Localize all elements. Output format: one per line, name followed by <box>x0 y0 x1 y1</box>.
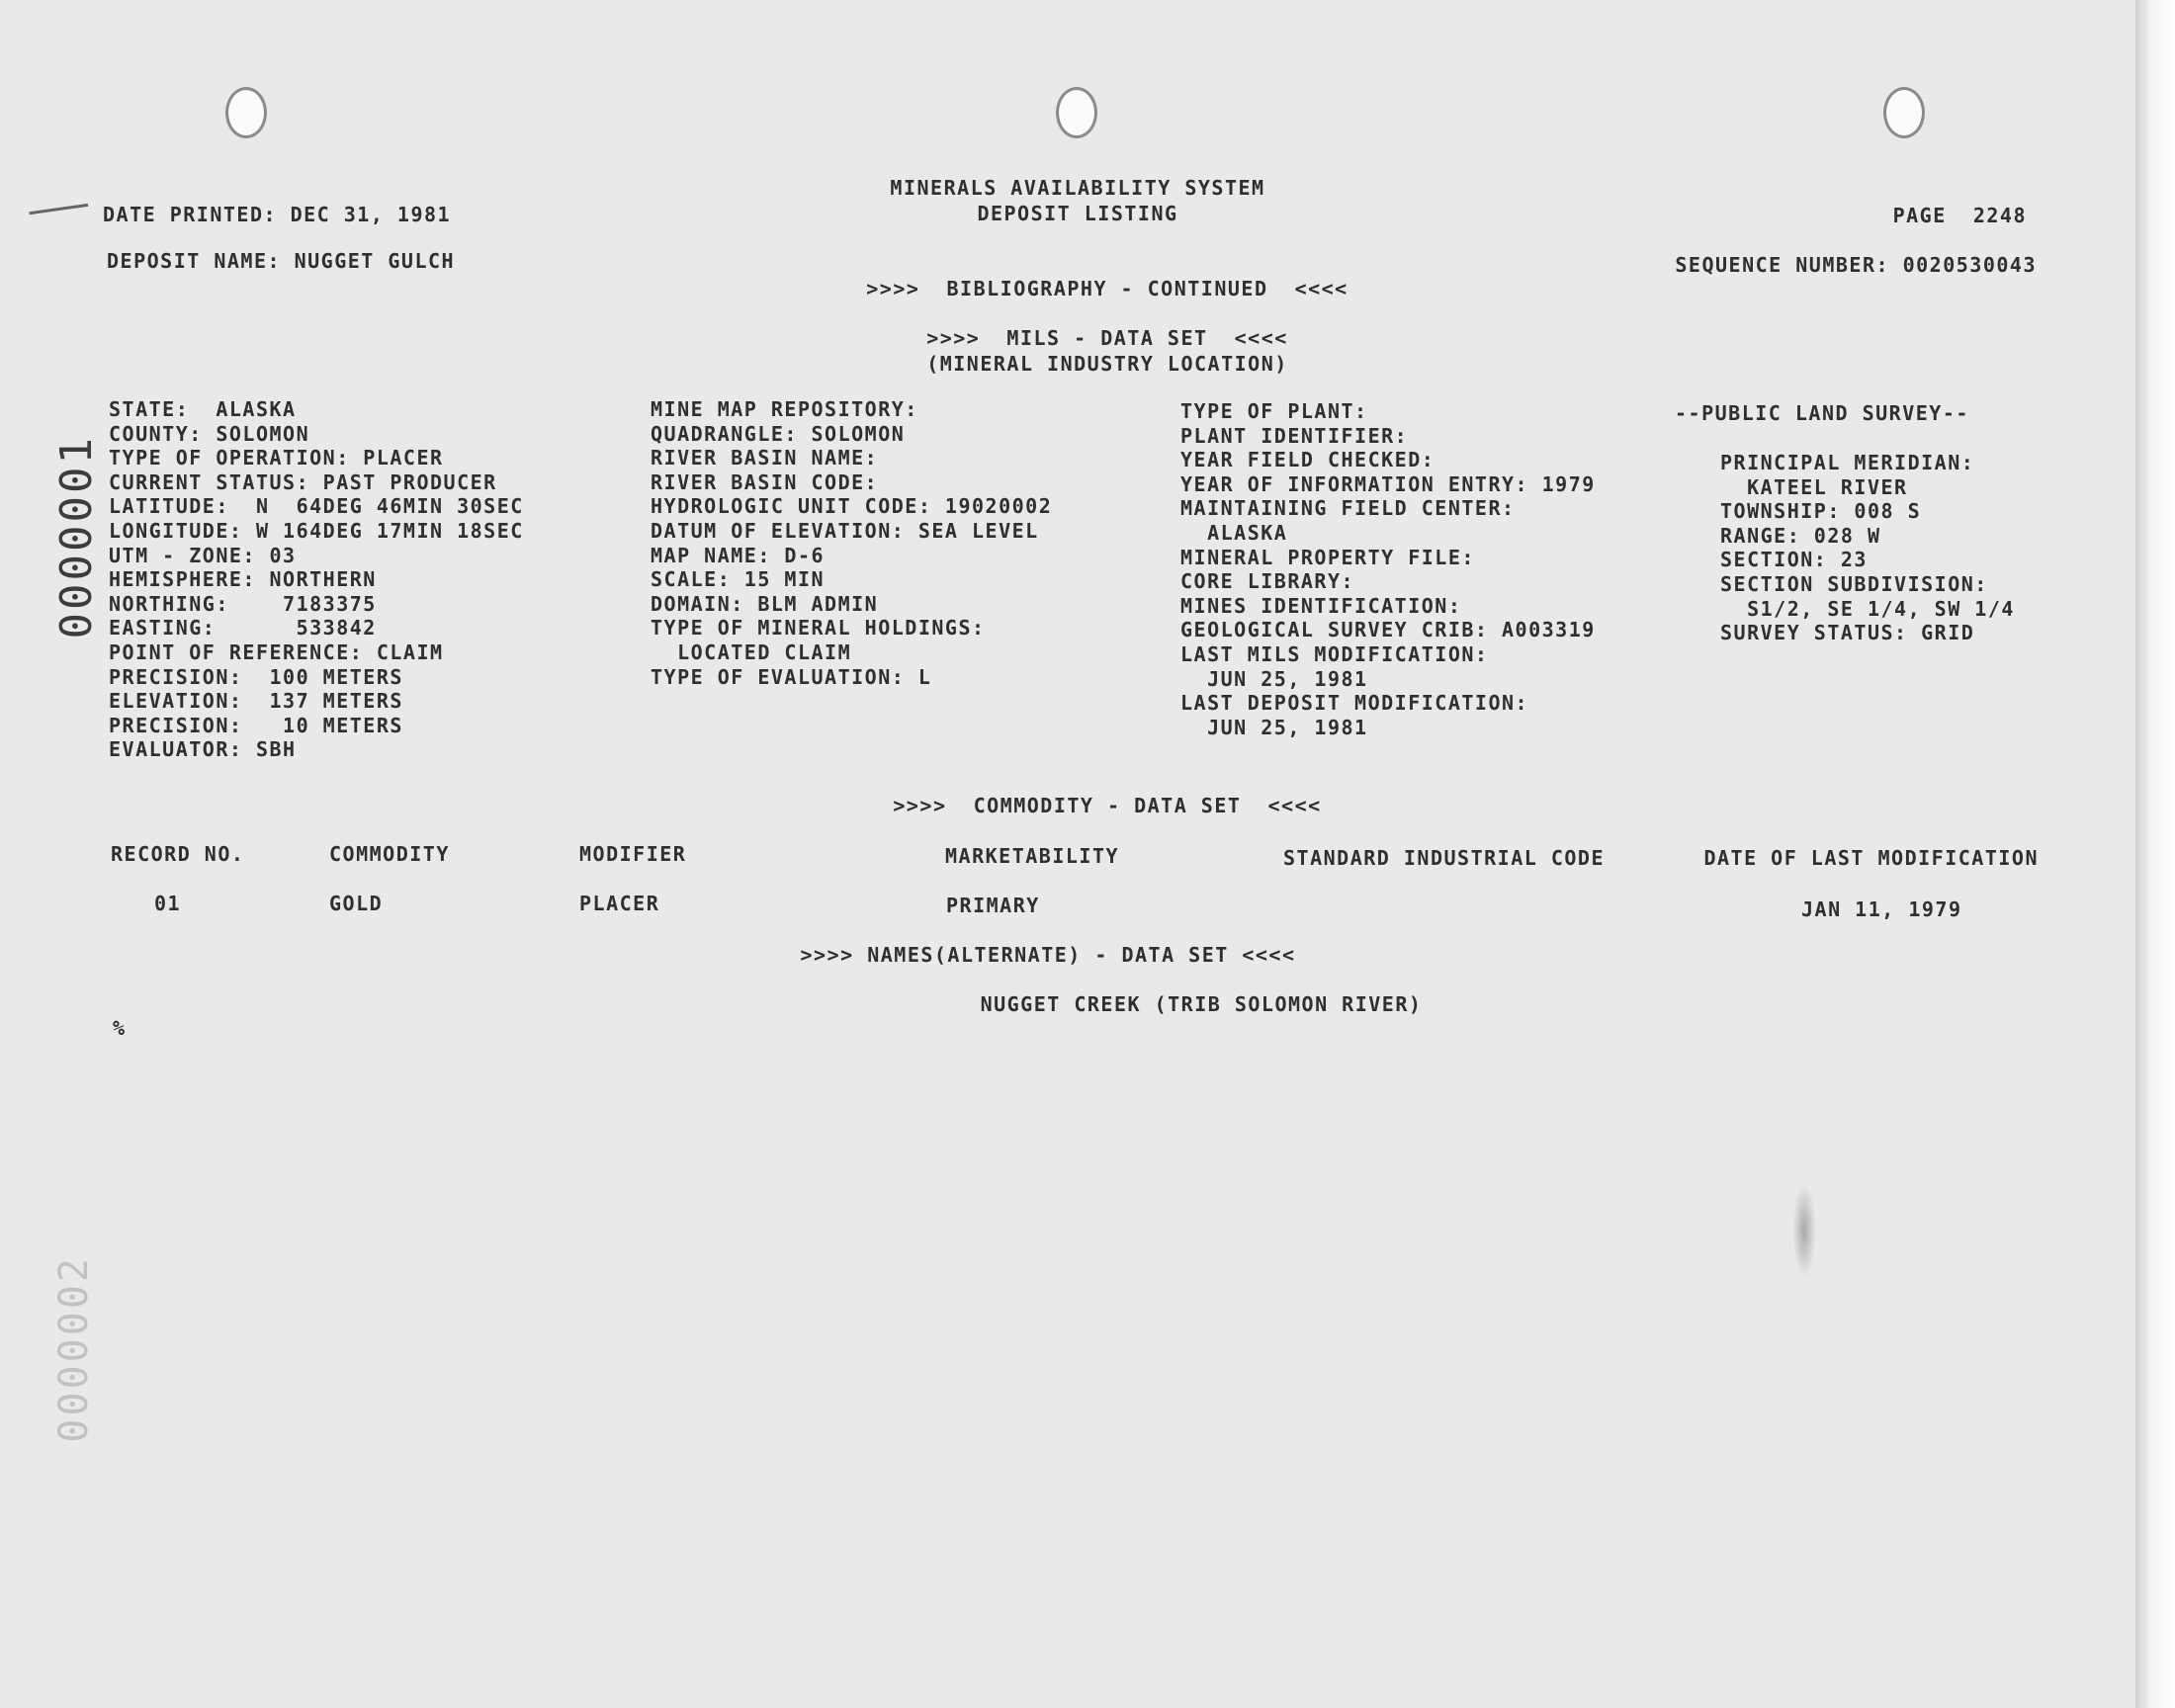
field-line: SURVEY STATUS: GRID <box>1720 621 1975 645</box>
field-line: ALASKA <box>1180 520 1288 545</box>
field-line: TOWNSHIP: 008 S <box>1720 499 1922 524</box>
listing-title: DEPOSIT LISTING <box>977 202 1178 225</box>
public-land-survey <box>1720 451 2015 645</box>
field-line: PLANT IDENTIFIER: <box>1180 423 1409 448</box>
field-line: NORTHING: 7183375 <box>109 591 377 616</box>
ink-smudge <box>1793 1186 1815 1275</box>
field-line: CURRENT STATUS: PAST PRODUCER <box>109 470 497 494</box>
field-line: RIVER BASIN CODE: <box>651 470 879 494</box>
field-line: PRINCIPAL MERIDIAN: <box>1720 451 1975 474</box>
col-header-last-modification: DATE OF LAST MODIFICATION <box>1703 846 2039 870</box>
field-line: KATEEL RIVER <box>1720 474 1908 499</box>
field-line: TYPE OF PLANT: <box>1180 399 1368 423</box>
field-line: GEOLOGICAL SURVEY CRIB: A003319 <box>1180 618 1596 642</box>
punch-hole-center <box>1056 87 1097 138</box>
field-line: CORE LIBRARY: <box>1180 569 1355 594</box>
field-line: RIVER BASIN NAME: <box>651 446 879 470</box>
mils-column-location <box>109 397 524 762</box>
page-number: PAGE 2248 <box>1892 204 2027 227</box>
field-line: SECTION: 23 <box>1720 548 1868 572</box>
field-line: EASTING: 533842 <box>109 616 377 640</box>
punch-hole-left <box>225 87 267 138</box>
col-header-modifier: MODIFIER <box>579 842 687 866</box>
field-line: YEAR OF INFORMATION ENTRY: 1979 <box>1180 471 1596 496</box>
page-edge <box>2135 0 2175 1708</box>
field-line: LAST DEPOSIT MODIFICATION: <box>1180 691 1529 716</box>
field-line: S1/2, SE 1/4, SW 1/4 <box>1720 596 2015 621</box>
cell-record-no: 01 <box>154 892 182 915</box>
field-line: LATITUDE: N 64DEG 46MIN 30SEC <box>109 494 524 519</box>
mils-subheading: (MINERAL INDUSTRY LOCATION) <box>926 352 1288 376</box>
system-title: MINERALS AVAILABILITY SYSTEM <box>890 176 1265 200</box>
date-printed: DATE PRINTED: DEC 31, 1981 <box>103 203 452 226</box>
col-header-marketability: MARKETABILITY <box>945 844 1120 868</box>
field-line: MAINTAINING FIELD CENTER: <box>1180 496 1516 521</box>
cell-last-modification: JAN 11, 1979 <box>1801 897 1962 921</box>
mils-heading: >>>> MILS - DATA SET <<<< <box>926 326 1288 350</box>
field-line: TYPE OF MINERAL HOLDINGS: <box>651 616 986 640</box>
col-header-commodity: COMMODITY <box>329 842 450 866</box>
field-line: LAST MILS MODIFICATION: <box>1180 641 1489 666</box>
names-heading: >>>> NAMES(ALTERNATE) - DATA SET <<<< <box>800 943 1296 967</box>
deposit-name: DEPOSIT NAME: NUGGET GULCH <box>107 249 456 273</box>
field-line: POINT OF REFERENCE: CLAIM <box>109 640 444 664</box>
frame-stamp-top: 0000001 <box>51 435 102 640</box>
col-header-record-no: RECORD NO. <box>111 842 245 866</box>
field-line: MINES IDENTIFICATION: <box>1180 593 1462 618</box>
field-line: MINERAL PROPERTY FILE: <box>1180 545 1475 569</box>
field-line: SECTION SUBDIVISION: <box>1720 571 1988 596</box>
cell-commodity: GOLD <box>329 892 384 915</box>
field-line: TYPE OF EVALUATION: L <box>651 664 932 689</box>
commodity-heading: >>>> COMMODITY - DATA SET <<<< <box>893 794 1322 817</box>
cell-marketability: PRIMARY <box>946 894 1040 917</box>
field-line: LONGITUDE: W 164DEG 17MIN 18SEC <box>109 518 524 543</box>
field-line: LOCATED CLAIM <box>651 640 852 664</box>
field-line: QUADRANGLE: SOLOMON <box>651 421 906 446</box>
field-line: SCALE: 15 MIN <box>651 567 826 592</box>
field-line: JUN 25, 1981 <box>1180 715 1368 739</box>
field-line: YEAR FIELD CHECKED: <box>1180 448 1436 472</box>
field-line: MINE MAP REPOSITORY: <box>651 397 918 421</box>
field-line: HEMISPHERE: NORTHERN <box>109 567 377 592</box>
end-mark: % <box>113 1016 127 1040</box>
mils-column-map <box>651 397 1052 689</box>
cell-modifier: PLACER <box>579 892 660 915</box>
field-line: DOMAIN: BLM ADMIN <box>651 591 879 616</box>
public-land-survey-heading: --PUBLIC LAND SURVEY-- <box>1675 401 1969 425</box>
field-line: HYDROLOGIC UNIT CODE: 19020002 <box>651 494 1053 519</box>
field-line: COUNTY: SOLOMON <box>109 421 310 446</box>
field-line: RANGE: 028 W <box>1720 523 1881 548</box>
mils-column-plant <box>1180 399 1596 739</box>
col-header-sic: STANDARD INDUSTRIAL CODE <box>1283 846 1605 870</box>
field-line: EVALUATOR: SBH <box>109 737 297 762</box>
field-line: ELEVATION: 137 METERS <box>109 689 403 714</box>
field-line: TYPE OF OPERATION: PLACER <box>109 446 444 470</box>
field-line: UTM - ZONE: 03 <box>109 543 297 567</box>
bibliography-heading: >>>> BIBLIOGRAPHY - CONTINUED <<<< <box>866 277 1348 300</box>
field-line: STATE: ALASKA <box>109 397 297 421</box>
alternate-name: NUGGET CREEK (TRIB SOLOMON RIVER) <box>980 992 1423 1016</box>
frame-stamp-bottom: 0000002 <box>51 1255 97 1443</box>
sequence-number: SEQUENCE NUMBER: 0020530043 <box>1675 253 2037 277</box>
punch-hole-right <box>1883 87 1925 138</box>
field-line: MAP NAME: D-6 <box>651 543 826 567</box>
field-line: JUN 25, 1981 <box>1180 666 1368 691</box>
field-line: PRECISION: 10 METERS <box>109 713 403 737</box>
field-line: DATUM OF ELEVATION: SEA LEVEL <box>651 518 1039 543</box>
field-line: PRECISION: 100 METERS <box>109 664 403 689</box>
